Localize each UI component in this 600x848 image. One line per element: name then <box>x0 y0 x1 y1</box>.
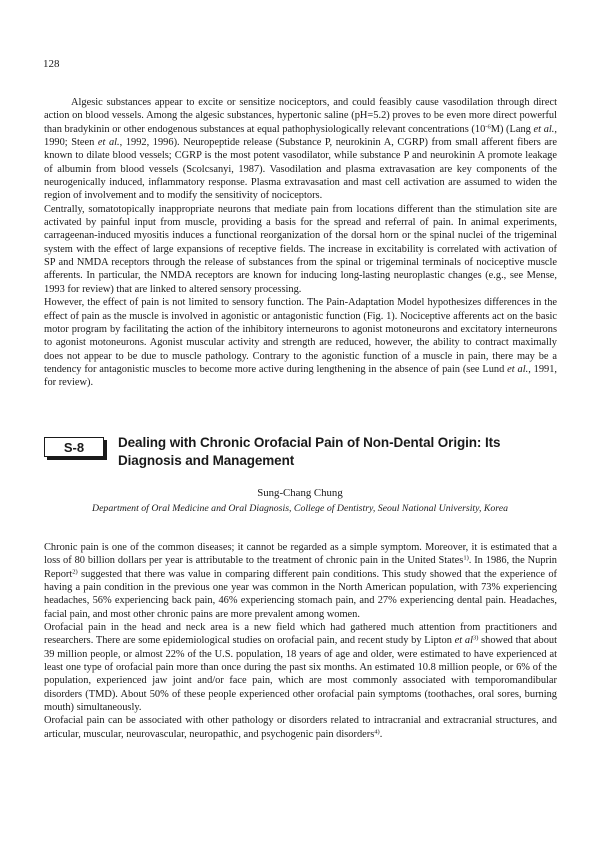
italic-text: et al. <box>507 363 529 375</box>
author-affiliation: Department of Oral Medicine and Oral Diagnosis, College of Dentistry, Seoul National University, Korea <box>92 503 508 514</box>
page-number: 128 <box>43 58 60 70</box>
text-run: , 1991, for review). <box>44 363 558 389</box>
text-run: Orofacial pain can be associated with other pathology or disorders related to intracranial and extracranial structures, and articular, muscular, neurovascular, neuropathic, and psychogenic pain disorders <box>44 715 557 740</box>
paragraph <box>44 296 557 389</box>
body-text-upper <box>44 96 557 390</box>
italic-text: et al. <box>97 137 120 149</box>
text-run: Centrally, somatotopically inappropriate neurons that mediate pain from locations different than the stimulation site are activated by painful input from muscle, providing a basis for the spread and referral of pain. In animal experiments, carrageenan-induced myositis induces a functional reorganization of the dorsal horn or the spinal nuclei of the trigeminal system with the effect of large expansions of receptive fields. The increase in excitability is correlated with activation of SP and NMDA receptors through the release of substances from the spinal or trigeminal terminals of nociceptive muscle afferents. In particular, the NMDA receptors are known for inducing long-lasting neuroplastic changes (e.g., see Mense, 1993 for review) that are linked to altered sensory processing. <box>44 203 557 295</box>
paragraph <box>44 621 557 714</box>
author-name: Sung-Chang Chung <box>257 487 343 499</box>
superscript: 1) <box>463 554 469 562</box>
text-run: Orofacial pain in the head and neck area is a new field which had gathered much attention from practitioners and researchers. There are some epidemiological studies on orofacial pain, and recent study by Lipton <box>44 622 557 647</box>
text-run: suggested that there was value in comparing different pain conditions. This study showed that the experience of having a pain condition in the previous one year was common in the North American population, with 73% experiencing headaches, 56% experiencing back pain, 46% experiencing stomach pain, and 27% experiencing dental pain. Headaches, facial pain, and most other chronic pains are more prevalent among women. <box>44 568 557 620</box>
superscript: 3) <box>472 634 479 642</box>
text-run: . In 1986, the Nuprin Report <box>44 555 558 580</box>
text-run: Chronic pain is one of the common diseases; it cannot be regarded as a simple symptom. Moreover, it is estimated that a loss of 80 billion dollars per year is attributable to the treatment of chronic pain in the United States <box>44 542 557 567</box>
paragraph <box>44 541 557 621</box>
text-run: , 1990; Steen <box>44 123 557 149</box>
text-run: Algesic substances appear to excite or sensitize nociceptors, and could feasibly cause vasodilation through direct action on blood vessels. Among the algesic substances, hypertonic saline (pH=5.2) proves to be even more direct powerful than bradykinin or other endogenous substances at equal pathophysiologically relevant concentrations (10 <box>44 97 557 135</box>
superscript: -6 <box>485 123 491 131</box>
italic-text: et al <box>454 635 473 647</box>
superscript: 2) <box>72 568 78 576</box>
italic-text: et al. <box>533 123 555 135</box>
text-run: , 1992, 1996). Neuropeptide release (Substance P, neurokinin A, CGRP) from small afferent fibers are known to dilate blood vessels; CGRP is the most potent vasodilator, while substance P and neurokinin A promote leakage of albumin from blood vessels (Scolcsanyi, 1987). Vasodilation and plasma extravasation are key components of the neurogenically induced, inflammatory response. Plasma extravasation and mast cell activation are assumed to widen the region of involvement and to modify the sensitivity of nociceptors. <box>44 137 558 202</box>
text-run: M) (Lang <box>490 123 534 135</box>
text-run: . <box>379 728 383 740</box>
section-title: Dealing with Chronic Orofacial Pain of Non-Dental Origin: Its Diagnosis and Management <box>118 435 501 468</box>
paragraph <box>44 203 557 296</box>
paragraph <box>44 96 557 203</box>
text-run: showed that about 39 million people, or almost 22% of the U.S. population, 18 years of age and older, were estimated to have experienced at least one type of orofacial pain more than once during the past six months. An estimated 10.8 million people, or 6% of the population, experienced jaw joint and/or face pain, which are most commonly associated with temporomandibular disorders (TMD). About 50% of these people experienced other orofacial pain symptoms (toothaches, oral sores, burning mouth) simultaneously. <box>44 635 557 714</box>
section-code-box: S-8 <box>44 437 104 457</box>
superscript: 4) <box>374 728 380 736</box>
body-text-lower <box>44 541 557 741</box>
paragraph <box>44 714 557 741</box>
text-run: However, the effect of pain is not limited to sensory function. The Pain-Adaptation Model hypothesizes differences in the effect of pain as the muscle is involved in agonistic or antagonistic function (Fig. 1). Nociceptive afferents act on the basic motor program by facilitating the action of the inhibitory interneurons to agonist motoneurons and excitatory interneurons to agonist motoneurons. Agonist muscular activity and strength are reduced, however, the ability to contract maximally does not appear to be due to muscle pathology. Contrary to the agonistic function of a muscle in pain, there may be a tendency for antagonistic muscles to become more active during lengthening in the absence of pain (see Lund <box>44 297 557 375</box>
